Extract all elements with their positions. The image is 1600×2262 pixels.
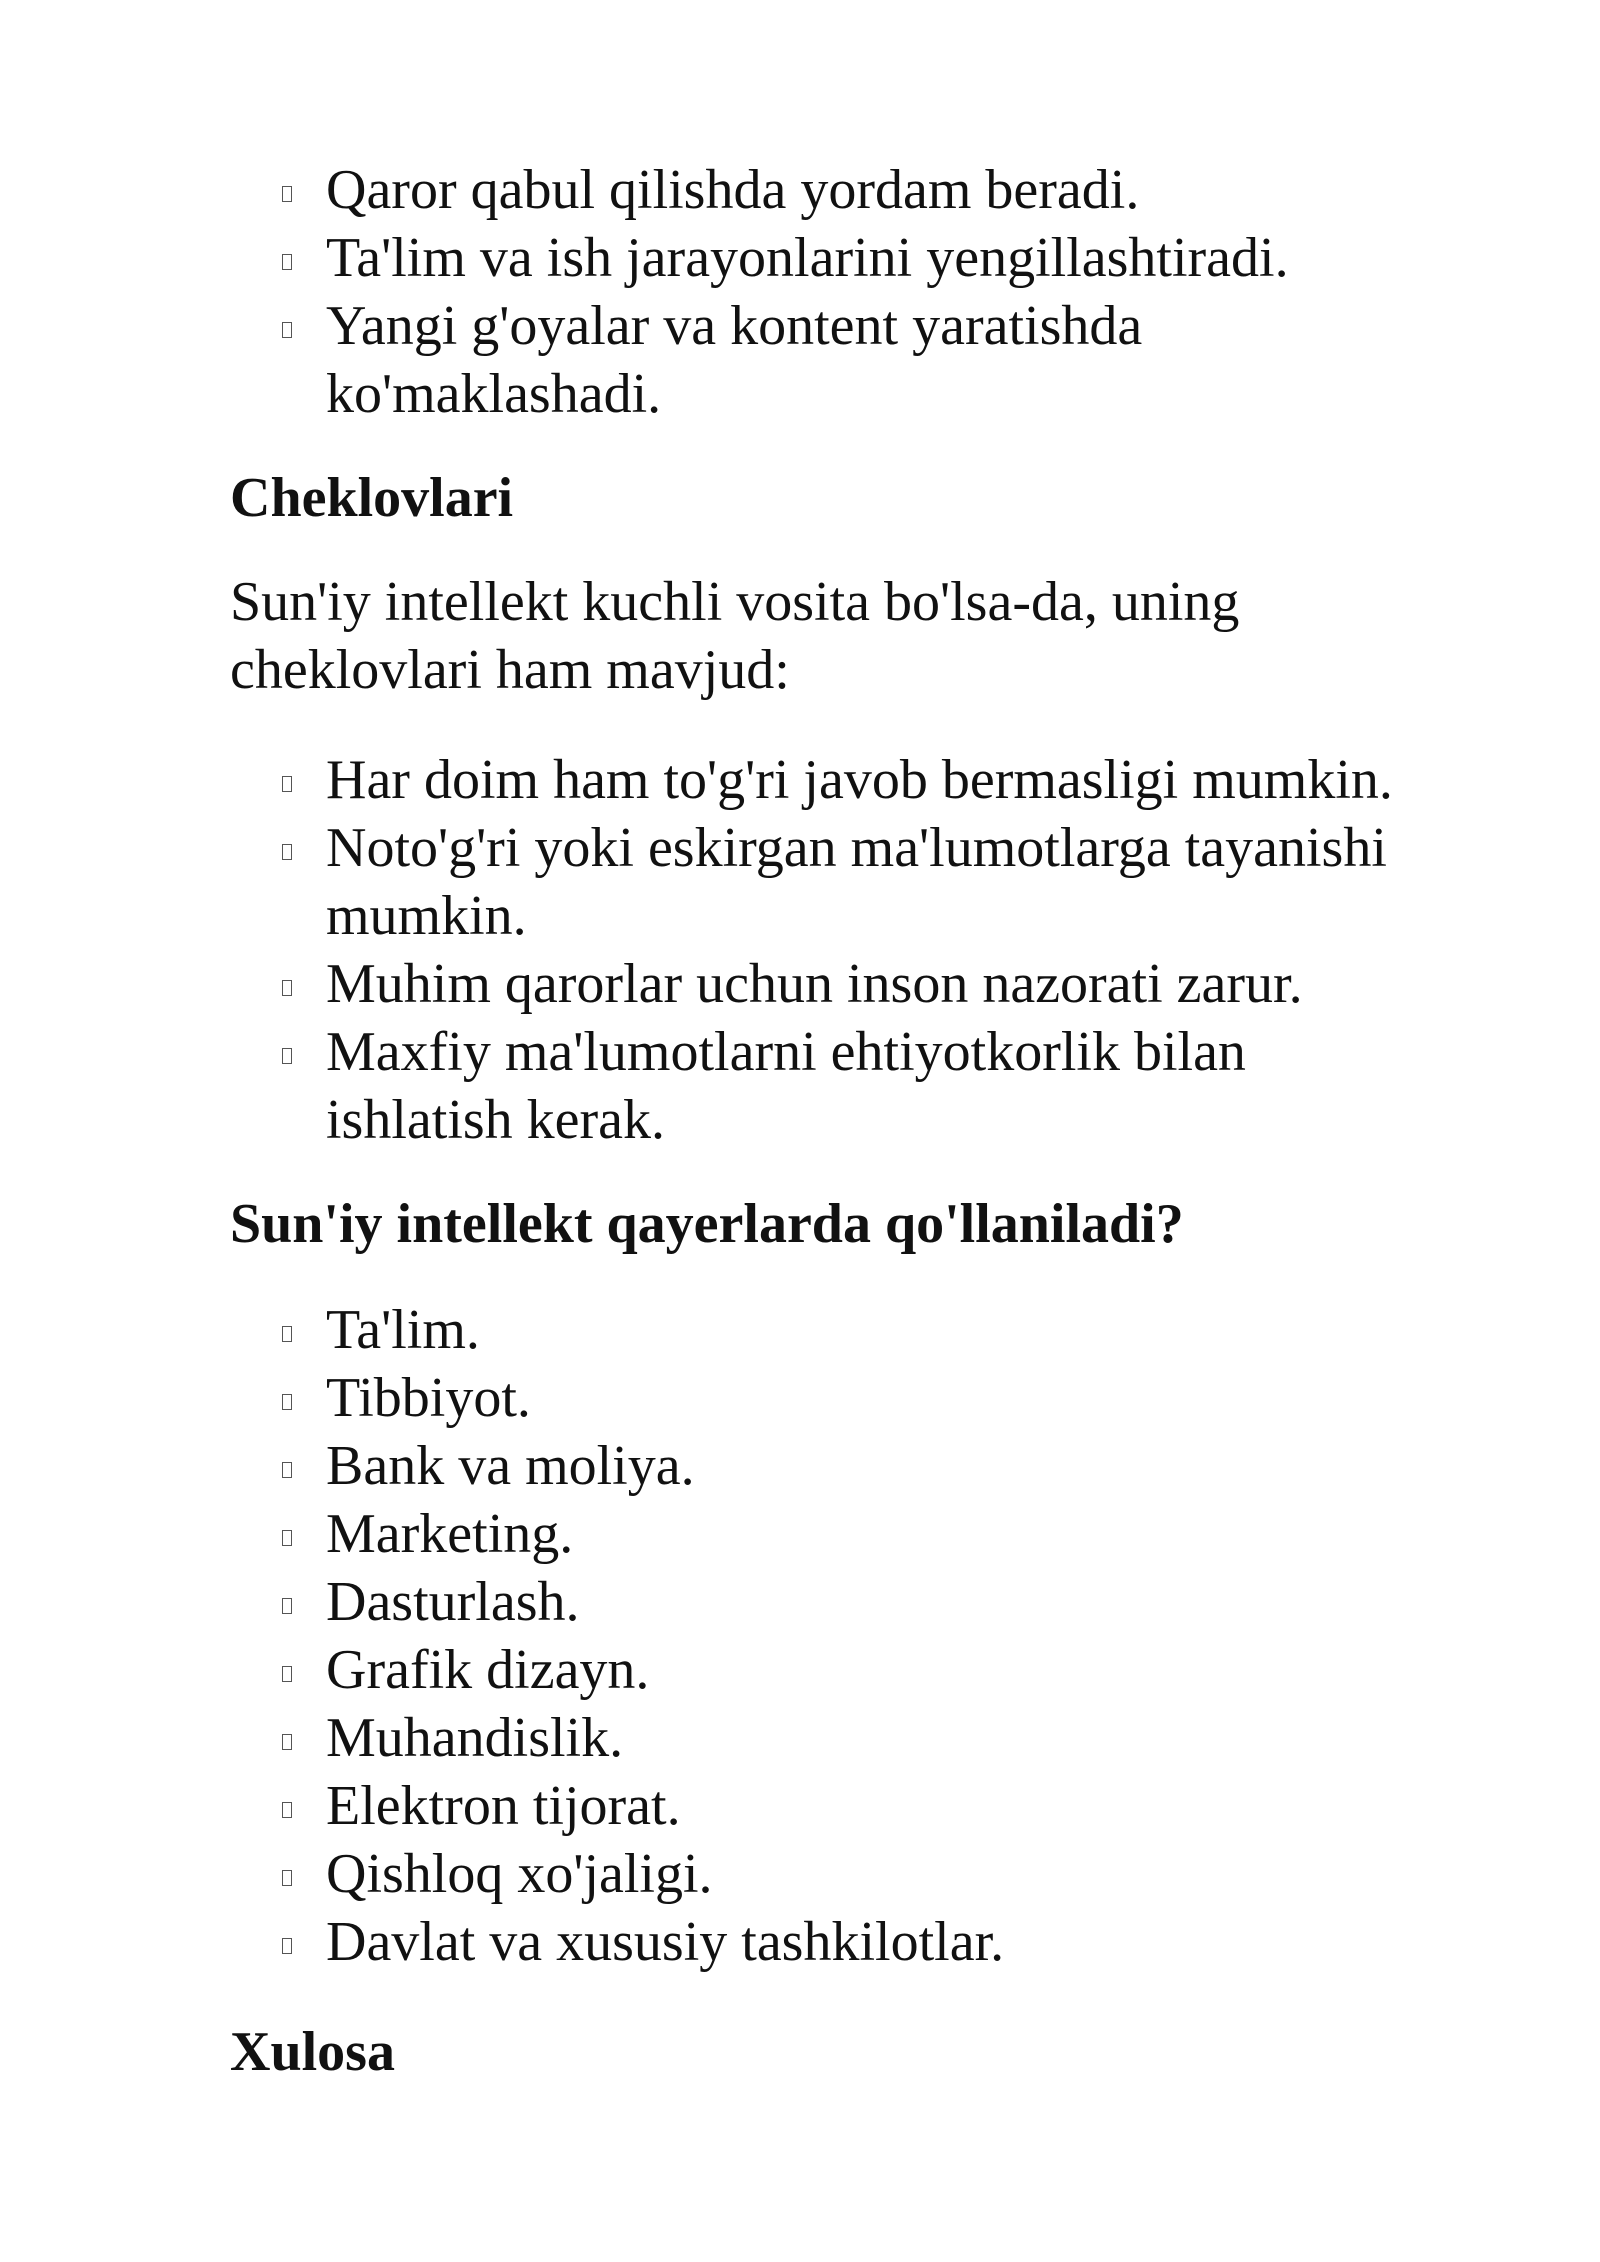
benefits-list <box>270 156 1370 428</box>
list-item: Marketing. <box>270 1500 1500 1568</box>
bullet-icon <box>282 1734 292 1750</box>
list-item: Muhandislik. <box>270 1704 1500 1772</box>
list-item: Elektron tijorat. <box>270 1772 1500 1840</box>
list-item: Bank va moliya. <box>270 1432 1500 1500</box>
list-item: Har doim ham to'g'ri javob bermasligi mumkin. <box>270 746 1500 814</box>
usage-list <box>270 1296 1500 1976</box>
bullet-icon <box>282 1048 292 1064</box>
bullet-icon <box>282 186 292 202</box>
list-item: Muhim qarorlar uchun inson nazorati zarur. <box>270 950 1500 1018</box>
list-item: Grafik dizayn. <box>270 1636 1500 1704</box>
bullet-icon <box>282 1666 292 1682</box>
list-item: Qishloq xo'jaligi. <box>270 1840 1500 1908</box>
limits-list <box>270 746 1500 1154</box>
section-heading-conclusion: Xulosa <box>230 2021 395 2083</box>
list-item: Dasturlash. <box>270 1568 1500 1636</box>
list-item: Noto'g'ri yoki eskirgan ma'lumotlarga tayanishi mumkin. <box>270 814 1500 950</box>
list-item: Qaror qabul qilishda yordam beradi. <box>270 156 1370 224</box>
bullet-icon <box>282 1598 292 1614</box>
list-item: Davlat va xususiy tashkilotlar. <box>270 1908 1500 1976</box>
bullet-icon <box>282 776 292 792</box>
list-item: Ta'lim va ish jarayonlarini yengillashtiradi. <box>270 224 1370 292</box>
bullet-icon <box>282 322 292 338</box>
bullet-icon <box>282 1394 292 1410</box>
bullet-icon <box>282 1938 292 1954</box>
list-item: Maxfiy ma'lumotlarni ehtiyotkorlik bilan ishlatish kerak. <box>270 1018 1356 1154</box>
section-heading-usage: Sun'iy intellekt qayerlarda qo'llaniladi? <box>230 1193 1184 1255</box>
bullet-icon <box>282 1530 292 1546</box>
bullet-icon <box>282 1462 292 1478</box>
list-item: Ta'lim. <box>270 1296 1500 1364</box>
list-item: Tibbiyot. <box>270 1364 1500 1432</box>
bullet-icon <box>282 254 292 270</box>
bullet-icon <box>282 844 292 860</box>
bullet-icon <box>282 1870 292 1886</box>
bullet-icon <box>282 980 292 996</box>
bullet-icon <box>282 1326 292 1342</box>
list-item: Yangi g'oyalar va kontent yaratishda ko'maklashadi. <box>270 292 1370 428</box>
limits-intro: Sun'iy intellekt kuchli vosita bo'lsa-da, uning cheklovlari ham mavjud: <box>230 571 1240 701</box>
section-heading-limits: Cheklovlari <box>230 467 514 529</box>
bullet-icon <box>282 1802 292 1818</box>
